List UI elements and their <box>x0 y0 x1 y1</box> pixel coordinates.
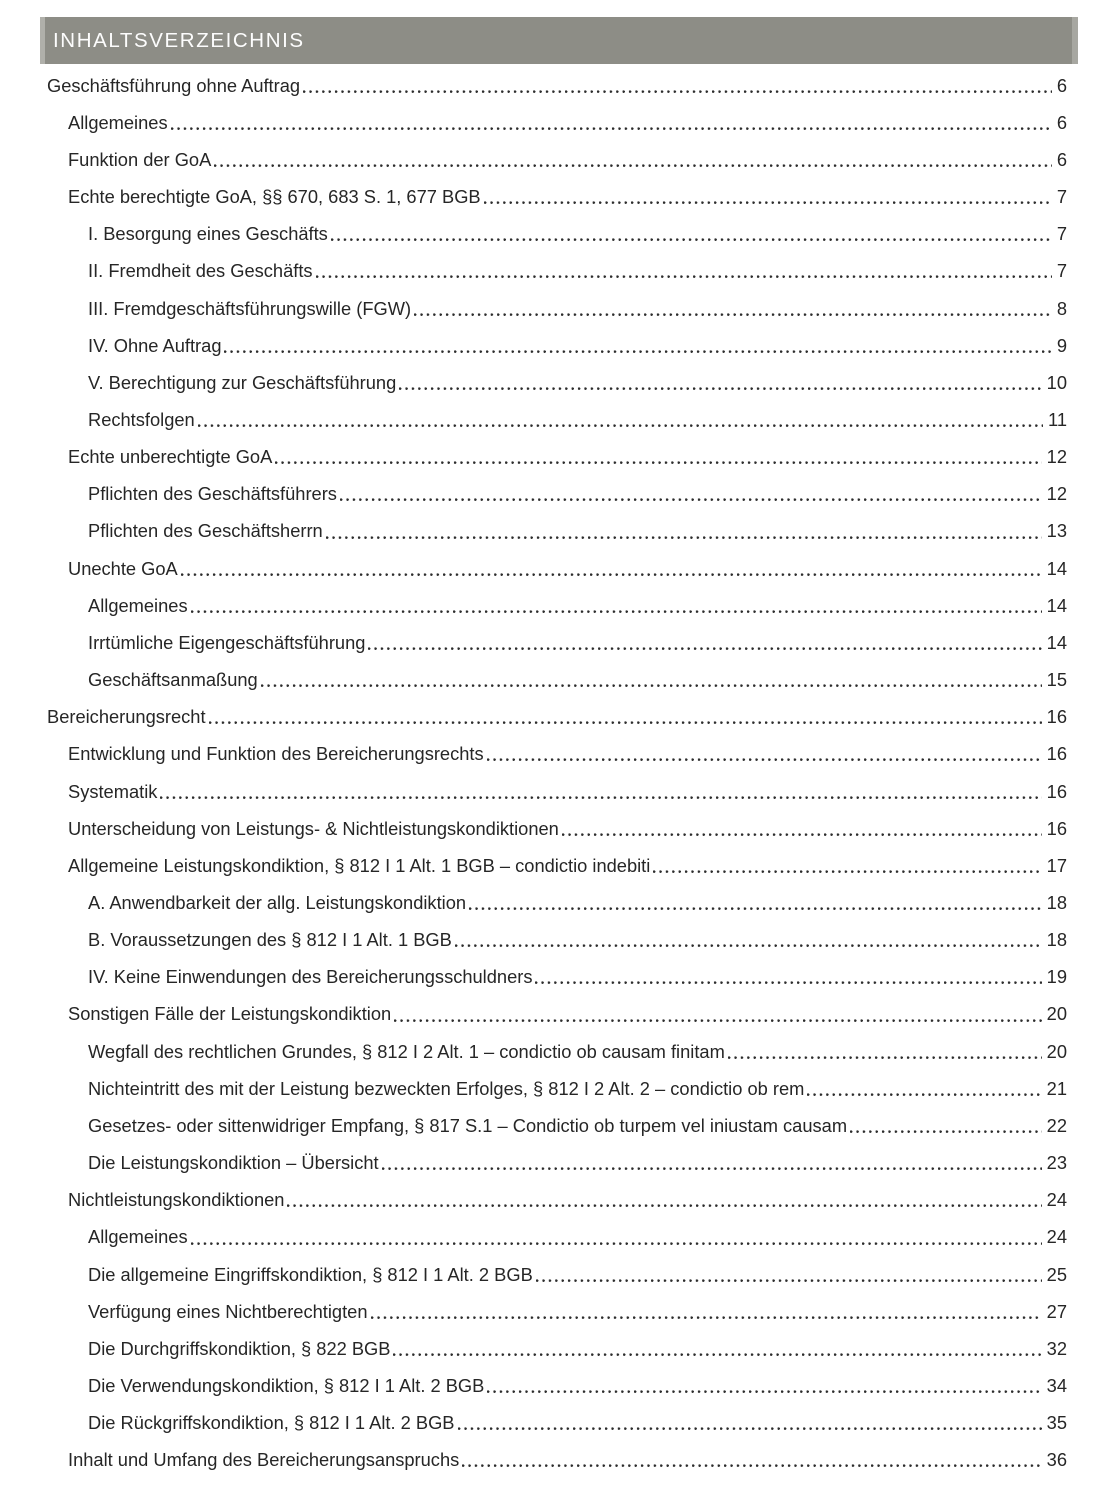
toc-entry[interactable] <box>47 327 1067 364</box>
dot-leader <box>487 757 1042 761</box>
toc-entry-label: Entwicklung und Funktion des Bereicherungsrechts <box>68 743 484 765</box>
dot-leader <box>340 497 1042 501</box>
toc-entry-label: IV. Keine Einwendungen des Bereicherungsschuldners <box>88 966 533 988</box>
toc-entry-page: 16 <box>1046 817 1067 839</box>
dot-leader <box>382 1166 1042 1170</box>
dot-leader <box>287 1203 1041 1207</box>
toc-entry[interactable] <box>47 178 1067 215</box>
dot-leader <box>198 423 1043 427</box>
toc-entry-page: 32 <box>1046 1337 1067 1359</box>
toc-entry-page: 16 <box>1046 706 1067 728</box>
toc-entry[interactable] <box>47 476 1067 513</box>
toc-entry-page: 18 <box>1046 892 1067 914</box>
toc-entry-label: Pflichten des Geschäftsherrn <box>88 520 323 542</box>
dot-leader <box>562 832 1042 836</box>
toc-entry-label: Nichteintritt des mit der Leistung bezweckten Erfolges, § 812 I 2 Alt. 2 – condictio ob rem <box>88 1077 805 1099</box>
dot-leader <box>331 237 1052 241</box>
toc-entry-label: B. Voraussetzungen des § 812 I 1 Alt. 1 BGB <box>88 929 452 951</box>
toc-list <box>47 67 1067 1479</box>
toc-entry[interactable] <box>47 1367 1067 1404</box>
dot-leader <box>484 200 1052 204</box>
dot-leader <box>316 274 1052 278</box>
toc-entry[interactable] <box>47 439 1067 476</box>
toc-entry-page: 18 <box>1046 929 1067 951</box>
toc-entry-label: III. Fremdgeschäftsführungswille (FGW) <box>88 297 412 319</box>
toc-entry[interactable] <box>47 996 1067 1033</box>
toc-entry-label: Verfügung eines Nichtberechtigten <box>88 1300 368 1322</box>
toc-entry-page: 15 <box>1046 669 1067 691</box>
toc-entry-label: Allgemeines <box>88 1226 188 1248</box>
toc-entry-label: Die Rückgriffskondiktion, § 812 I 1 Alt. 2 BGB <box>88 1412 455 1434</box>
toc-entry-label: Die Leistungskondiktion – Übersicht <box>88 1152 379 1174</box>
toc-entry[interactable] <box>47 1219 1067 1256</box>
dot-leader <box>209 720 1042 724</box>
toc-entry-label: Nichtleistungskondiktionen <box>68 1189 285 1211</box>
toc-entry[interactable] <box>47 216 1067 253</box>
toc-entry-page: 6 <box>1056 74 1067 96</box>
dot-leader <box>728 1055 1042 1059</box>
toc-entry-page: 20 <box>1046 1040 1067 1062</box>
toc-entry-label: Unterscheidung von Leistungs- & Nichtleistungskondiktionen <box>68 817 559 839</box>
toc-header-bar <box>40 17 1078 64</box>
dot-leader <box>462 1463 1041 1467</box>
toc-entry[interactable] <box>47 1145 1067 1182</box>
toc-entry[interactable] <box>47 624 1067 661</box>
toc-entry[interactable] <box>47 1033 1067 1070</box>
toc-entry[interactable] <box>47 104 1067 141</box>
toc-entry-label: A. Anwendbarkeit der allg. Leistungskondiktion <box>88 892 467 914</box>
toc-entry[interactable] <box>47 513 1067 550</box>
dot-leader <box>214 163 1052 167</box>
dot-leader <box>181 572 1042 576</box>
toc-entry-label: Systematik <box>68 780 158 802</box>
dot-leader <box>368 646 1041 650</box>
toc-entry[interactable] <box>47 550 1067 587</box>
dot-leader <box>536 1278 1042 1282</box>
toc-entry[interactable] <box>47 290 1067 327</box>
document-page <box>0 17 1118 1490</box>
toc-entry[interactable] <box>47 699 1067 736</box>
toc-entry-page: 17 <box>1046 854 1067 876</box>
toc-entry[interactable] <box>47 922 1067 959</box>
toc-entry-label: Allgemeine Leistungskondiktion, § 812 I 1 Alt. 1 BGB – condictio indebiti <box>68 854 651 876</box>
toc-entry-label: Die Durchgriffskondiktion, § 822 BGB <box>88 1337 391 1359</box>
toc-entry-label: Allgemeines <box>68 111 168 133</box>
dot-leader <box>414 312 1052 316</box>
toc-entry-page: 24 <box>1046 1189 1067 1211</box>
toc-entry[interactable] <box>47 847 1067 884</box>
toc-entry[interactable] <box>47 587 1067 624</box>
dot-leader <box>393 1352 1041 1356</box>
toc-entry[interactable] <box>47 884 1067 921</box>
dot-leader <box>469 906 1042 910</box>
toc-entry-label: Echte berechtigte GoA, §§ 670, 683 S. 1, 677 BGB <box>68 186 481 208</box>
toc-entry-page: 13 <box>1046 520 1067 542</box>
dot-leader <box>326 535 1042 539</box>
toc-entry-label: Die allgemeine Eingriffskondiktion, § 812 I 1 Alt. 2 BGB <box>88 1263 533 1285</box>
toc-entry[interactable] <box>47 141 1067 178</box>
dot-leader <box>653 869 1041 873</box>
toc-entry[interactable] <box>47 67 1067 104</box>
toc-entry[interactable] <box>47 364 1067 401</box>
toc-entry-page: 36 <box>1046 1449 1067 1471</box>
toc-entry-page: 14 <box>1046 557 1067 579</box>
toc-entry-label: Irrtümliche Eigengeschäftsführung <box>88 631 366 653</box>
dot-leader <box>458 1426 1042 1430</box>
toc-entry-page: 34 <box>1046 1375 1067 1397</box>
toc-entry[interactable] <box>47 1182 1067 1219</box>
toc-entry[interactable] <box>47 253 1067 290</box>
toc-entry[interactable] <box>47 1442 1067 1479</box>
toc-entry-page: 10 <box>1046 371 1067 393</box>
toc-entry-page: 11 <box>1048 408 1067 430</box>
toc-entry-label: Geschäftsführung ohne Auftrag <box>47 74 301 96</box>
toc-entry-page: 12 <box>1046 446 1067 468</box>
toc-entry-page: 7 <box>1056 223 1067 245</box>
dot-leader <box>394 1018 1041 1022</box>
toc-entry-label: Sonstigen Fälle der Leistungskondiktion <box>68 1003 392 1025</box>
toc-entry-label: I. Besorgung eines Geschäfts <box>88 223 328 245</box>
dot-leader <box>303 89 1052 93</box>
toc-entry-page: 24 <box>1046 1226 1067 1248</box>
toc-entry[interactable] <box>47 662 1067 699</box>
dot-leader <box>807 1092 1041 1096</box>
dot-leader <box>191 609 1042 613</box>
toc-entry-page: 14 <box>1046 631 1067 653</box>
toc-entry[interactable] <box>47 1405 1067 1442</box>
dot-leader <box>399 386 1041 390</box>
toc-entry-page: 22 <box>1046 1114 1067 1136</box>
toc-entry-page: 6 <box>1056 111 1067 133</box>
toc-entry-page: 14 <box>1046 594 1067 616</box>
toc-entry-page: 12 <box>1046 483 1067 505</box>
toc-entry-label: Unechte GoA <box>68 557 178 579</box>
toc-entry-page: 7 <box>1056 186 1067 208</box>
toc-entry-page: 23 <box>1046 1152 1067 1174</box>
toc-entry-page: 9 <box>1056 334 1067 356</box>
dot-leader <box>535 980 1041 984</box>
toc-entry[interactable] <box>47 736 1067 773</box>
toc-entry-label: Rechtsfolgen <box>88 408 195 430</box>
toc-entry-label: II. Fremdheit des Geschäfts <box>88 260 313 282</box>
toc-entry-page: 27 <box>1046 1300 1067 1322</box>
toc-entry-page: 16 <box>1046 743 1067 765</box>
toc-entry-label: Wegfall des rechtlichen Grundes, § 812 I 2 Alt. 1 – condictio ob causam finitam <box>88 1040 725 1062</box>
toc-entry-label: Gesetzes- oder sittenwidriger Empfang, § 817 S.1 – Condictio ob turpem vel iniustam causam <box>88 1114 848 1136</box>
toc-entry[interactable] <box>47 401 1067 438</box>
toc-entry[interactable] <box>47 810 1067 847</box>
toc-entry-page: 7 <box>1056 260 1067 282</box>
toc-entry-label: Funktion der GoA <box>68 148 212 170</box>
toc-entry-page: 21 <box>1046 1077 1067 1099</box>
toc-entry-page: 19 <box>1046 966 1067 988</box>
toc-entry[interactable] <box>47 1293 1067 1330</box>
dot-leader <box>371 1315 1042 1319</box>
toc-entry-label: Geschäftsanmaßung <box>88 669 258 691</box>
toc-entry[interactable] <box>47 1070 1067 1107</box>
toc-entry[interactable] <box>47 1256 1067 1293</box>
dot-leader <box>275 460 1041 464</box>
toc-entry-page: 8 <box>1056 297 1067 319</box>
toc-heading: INHALTSVERZEICHNIS <box>53 28 305 52</box>
toc-entry[interactable] <box>47 959 1067 996</box>
toc-entry[interactable] <box>47 1107 1067 1144</box>
toc-entry-label: IV. Ohne Auftrag <box>88 334 222 356</box>
dot-leader <box>261 683 1042 687</box>
toc-entry-label: Inhalt und Umfang des Bereicherungsanspruchs <box>68 1449 460 1471</box>
dot-leader <box>455 943 1042 947</box>
dot-leader <box>191 1241 1042 1245</box>
toc-entry-label: Allgemeines <box>88 594 188 616</box>
dot-leader <box>171 126 1052 130</box>
toc-entry-label: Bereicherungsrecht <box>47 706 206 728</box>
dot-leader <box>850 1129 1042 1133</box>
toc-entry-page: 35 <box>1046 1412 1067 1434</box>
dot-leader <box>224 349 1051 353</box>
toc-entry-page: 25 <box>1046 1263 1067 1285</box>
toc-entry-page: 20 <box>1046 1003 1067 1025</box>
toc-entry-label: Pflichten des Geschäftsführers <box>88 483 337 505</box>
toc-entry-label: V. Berechtigung zur Geschäftsführung <box>88 371 397 393</box>
dot-leader <box>487 1389 1041 1393</box>
toc-entry-page: 6 <box>1056 148 1067 170</box>
toc-entry[interactable] <box>47 1330 1067 1367</box>
toc-entry[interactable] <box>47 773 1067 810</box>
toc-entry-label: Die Verwendungskondiktion, § 812 I 1 Alt. 2 BGB <box>88 1375 485 1397</box>
toc-entry-page: 16 <box>1046 780 1067 802</box>
dot-leader <box>160 795 1041 799</box>
toc-entry-label: Echte unberechtigte GoA <box>68 446 273 468</box>
